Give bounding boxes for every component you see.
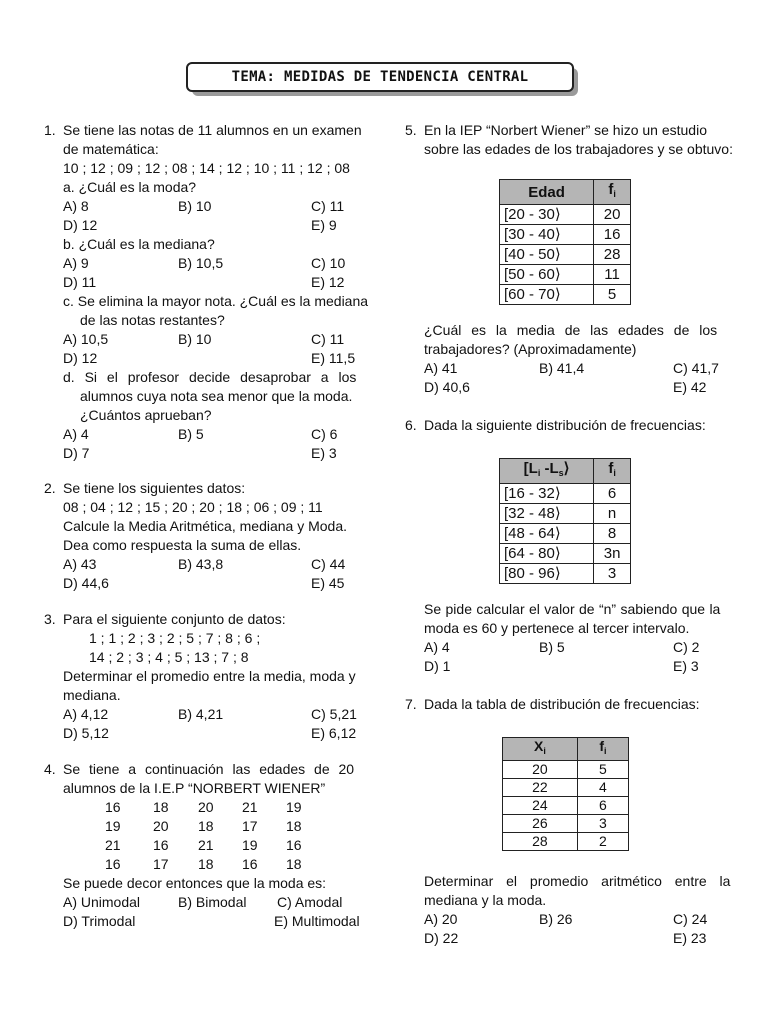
table-row	[500, 205, 631, 225]
option: A) 4	[424, 639, 450, 655]
sub-question: ¿Cuántos aprueban?	[80, 407, 212, 423]
freq-cell: 16	[594, 225, 631, 245]
header-fi	[594, 459, 631, 484]
interval-cell: [50 - 60⟩	[500, 265, 594, 285]
interval-cell: [60 - 70⟩	[500, 285, 594, 305]
freq-cell: 6	[577, 797, 628, 815]
options-row	[63, 724, 362, 743]
table-row	[500, 225, 631, 245]
age-value: 17	[242, 818, 258, 834]
header-xi-label: X	[533, 738, 544, 754]
header-edad: Edad	[500, 180, 594, 205]
ages-row	[63, 855, 362, 874]
freq-cell: 3n	[594, 544, 631, 564]
options-row	[424, 638, 722, 657]
header-fi-sub: i	[613, 468, 616, 478]
question-text: Determinar el promedio entre la media, moda y	[63, 668, 356, 684]
question-text: En la IEP “Norbert Wiener” se hizo un estudio	[424, 122, 707, 138]
header-part: ⟩	[563, 460, 570, 477]
options-row	[63, 216, 362, 235]
age-value: 19	[242, 837, 258, 853]
table-row	[503, 797, 629, 815]
age-value: 20	[198, 799, 214, 815]
question-number: 2.	[44, 480, 56, 496]
options-row	[63, 893, 362, 912]
option: D) 22	[424, 930, 459, 946]
option: A) 4,12	[63, 706, 109, 722]
question-text: mediana.	[63, 687, 121, 703]
interval-cell: [30 - 40⟩	[500, 225, 594, 245]
ages-row	[63, 817, 362, 836]
option: D) 1	[424, 658, 451, 674]
freq-cell: 20	[594, 205, 631, 225]
option: B) 41,4	[539, 360, 585, 376]
option: C) 10	[311, 255, 346, 271]
option: C) 24	[673, 911, 708, 927]
question-text: Para el siguiente conjunto de datos:	[63, 611, 286, 627]
option: B) 10	[178, 198, 212, 214]
option: B) 26	[539, 911, 573, 927]
ages-row	[63, 798, 362, 817]
frequency-table-intervals	[499, 458, 631, 584]
ages-grid	[63, 798, 362, 874]
interval-cell: [20 - 30⟩	[500, 205, 594, 225]
options-row	[63, 444, 362, 463]
option: A) 9	[63, 255, 89, 271]
table-row	[500, 245, 631, 265]
sub-question: d. Si el profesor decide desaprobar a los	[63, 369, 357, 385]
question-number: 7.	[405, 696, 417, 712]
option: D) 5,12	[63, 725, 109, 741]
question-text: Se pide calcular el valor de “n” sabiendo que la	[424, 601, 721, 617]
header-part: -L	[540, 460, 559, 477]
question-3	[44, 610, 362, 743]
freq-cell: 2	[577, 833, 628, 851]
age-value: 18	[153, 799, 169, 815]
question-text: de matemática:	[63, 141, 159, 157]
option: C) 2	[673, 639, 700, 655]
options-row	[63, 254, 362, 273]
question-2	[44, 479, 362, 593]
option: E) Multimodal	[274, 913, 360, 929]
data-list: 10 ; 12 ; 09 ; 12 ; 08 ; 14 ; 12 ; 10 ; 11 ; 12 ; 08	[63, 160, 350, 176]
question-5	[405, 121, 733, 159]
option: B) Bimodal	[178, 894, 247, 910]
age-value: 19	[105, 818, 121, 834]
options-row	[63, 705, 362, 724]
age-value: 20	[153, 818, 169, 834]
option: B) 10	[178, 331, 212, 347]
option: E) 6,12	[311, 725, 357, 741]
option: E) 45	[311, 575, 345, 591]
option: E) 3	[673, 658, 699, 674]
option: C) 11	[311, 331, 345, 347]
question-text: mediana y la moda.	[424, 892, 547, 908]
question-text: Dada la siguiente distribución de frecuencias:	[424, 417, 706, 433]
option: C) 5,21	[311, 706, 357, 722]
freq-cell: 4	[577, 779, 628, 797]
age-value: 16	[242, 856, 258, 872]
option: A) 10,5	[63, 331, 109, 347]
question-text: Determinar el promedio aritmético entre la	[424, 873, 731, 889]
option: B) 5	[539, 639, 565, 655]
question-text: moda es 60 y pertenece al tercer intervalo.	[424, 620, 690, 636]
header-sub: i	[537, 468, 541, 478]
question-text: Se tiene las notas de 11 alumnos en un examen	[63, 122, 362, 138]
value-cell: 24	[503, 797, 578, 815]
option: D) 12	[63, 350, 98, 366]
age-value: 16	[286, 837, 302, 853]
header-sub: s	[558, 468, 564, 478]
page-title: TEMA: MEDIDAS DE TENDENCIA CENTRAL	[186, 62, 574, 92]
question-4	[44, 760, 362, 931]
header-fi-sub: i	[613, 189, 616, 199]
table-row	[503, 761, 629, 779]
option: E) 23	[673, 930, 707, 946]
question-text: ¿Cuál es la media de las edades de los	[424, 322, 718, 338]
question-text: Se tiene los siguientes datos:	[63, 480, 246, 496]
question-5-ask	[424, 321, 722, 397]
sub-question: b. ¿Cuál es la mediana?	[63, 236, 215, 252]
question-text: Dada la tabla de distribución de frecuencias:	[424, 696, 700, 712]
interval-cell: [16 - 32⟩	[500, 484, 594, 504]
table-row	[503, 815, 629, 833]
question-1	[44, 121, 369, 463]
option: D) 40,6	[424, 379, 470, 395]
frequency-table-values	[502, 737, 629, 851]
sub-question: alumnos cuya nota sea menor que la moda.	[80, 388, 353, 404]
option: E) 12	[311, 274, 345, 290]
data-list: 14 ; 2 ; 3 ; 4 ; 5 ; 13 ; 7 ; 8	[89, 649, 249, 665]
table-row	[503, 833, 629, 851]
age-value: 18	[286, 818, 302, 834]
question-number: 1.	[44, 122, 56, 138]
header-xi	[503, 738, 578, 761]
question-text: sobre las edades de los trabajadores y se obtuvo:	[424, 141, 733, 157]
sub-question: a. ¿Cuál es la moda?	[63, 179, 197, 195]
option: E) 3	[311, 445, 337, 461]
option: A) 4	[63, 426, 89, 442]
freq-cell: n	[594, 504, 631, 524]
table-row	[500, 265, 631, 285]
freq-cell: 5	[594, 285, 631, 305]
option: B) 5	[178, 426, 204, 442]
freq-cell: 3	[594, 564, 631, 584]
freq-cell: 3	[577, 815, 628, 833]
interval-cell: [64 - 80⟩	[500, 544, 594, 564]
question-text: Se tiene a continuación las edades de 20	[63, 761, 355, 777]
options-row	[63, 912, 362, 931]
question-text: alumnos de la I.E.P “NORBERT WIENER”	[63, 780, 326, 796]
option: C) Amodal	[277, 894, 343, 910]
age-value: 21	[198, 837, 214, 853]
freq-cell: 6	[594, 484, 631, 504]
question-7-ask	[424, 872, 731, 948]
options-row	[63, 574, 362, 593]
age-value: 16	[153, 837, 169, 853]
question-text: trabajadores? (Aproximadamente)	[424, 341, 637, 357]
interval-cell: [40 - 50⟩	[500, 245, 594, 265]
option: A) 8	[63, 198, 89, 214]
age-value: 16	[105, 799, 121, 815]
header-fi-sub: i	[604, 746, 607, 756]
age-value: 18	[198, 856, 214, 872]
question-text: Se puede decor entonces que la moda es:	[63, 875, 327, 891]
header-interval	[500, 459, 594, 484]
interval-cell: [80 - 96⟩	[500, 564, 594, 584]
options-row	[63, 555, 362, 574]
value-cell: 28	[503, 833, 578, 851]
options-row	[424, 910, 722, 929]
options-row	[63, 197, 362, 216]
option: D) 7	[63, 445, 90, 461]
sub-question: c. Se elimina la mayor nota. ¿Cuál es la mediana	[63, 293, 369, 309]
option: B) 4,21	[178, 706, 224, 722]
data-list: 1 ; 1 ; 2 ; 3 ; 2 ; 5 ; 7 ; 8 ; 6 ;	[89, 630, 261, 646]
header-fi-label: f	[599, 738, 604, 754]
option: A) 20	[424, 911, 458, 927]
age-value: 18	[286, 856, 302, 872]
table-header-row	[503, 738, 629, 761]
option: D) Trimodal	[63, 913, 136, 929]
option: D) 11	[63, 274, 97, 290]
question-6-ask	[424, 600, 722, 676]
options-row	[424, 378, 722, 397]
question-number: 3.	[44, 611, 56, 627]
header-fi	[577, 738, 628, 761]
option: C) 11	[311, 198, 345, 214]
table-row	[500, 504, 631, 524]
options-row	[63, 349, 362, 368]
option: B) 10,5	[178, 255, 224, 271]
table-header-row	[500, 180, 631, 205]
options-row	[63, 425, 362, 444]
table-row	[500, 544, 631, 564]
options-row	[424, 657, 722, 676]
question-text: Dea como respuesta la suma de ellas.	[63, 537, 302, 553]
option: B) 43,8	[178, 556, 224, 572]
ages-row	[63, 836, 362, 855]
age-value: 21	[242, 799, 258, 815]
question-number: 6.	[405, 417, 417, 433]
header-xi-sub: i	[543, 746, 546, 756]
question-number: 5.	[405, 122, 417, 138]
option: C) 41,7	[673, 360, 719, 376]
question-7	[405, 695, 722, 714]
header-fi-label: f	[608, 460, 614, 477]
table-row	[500, 285, 631, 305]
header-fi-label: f	[608, 181, 614, 198]
value-cell: 26	[503, 815, 578, 833]
option: A) Unimodal	[63, 894, 141, 910]
header-part: [L	[523, 460, 538, 477]
options-row	[424, 929, 722, 948]
age-value: 19	[286, 799, 302, 815]
table-header-row	[500, 459, 631, 484]
option: E) 9	[311, 217, 337, 233]
value-cell: 22	[503, 779, 578, 797]
interval-cell: [32 - 48⟩	[500, 504, 594, 524]
options-row	[424, 359, 722, 378]
table-row	[500, 564, 631, 584]
header-fi	[594, 180, 631, 205]
table-row	[500, 484, 631, 504]
option: A) 43	[63, 556, 97, 572]
freq-cell: 5	[577, 761, 628, 779]
freq-cell: 11	[594, 265, 631, 285]
option: C) 44	[311, 556, 346, 572]
options-row	[63, 330, 362, 349]
title-banner	[186, 62, 576, 94]
frequency-table-ages	[499, 179, 631, 305]
question-6	[405, 416, 722, 435]
age-value: 16	[105, 856, 121, 872]
options-row	[63, 273, 362, 292]
age-value: 21	[105, 837, 121, 853]
data-list: 08 ; 04 ; 12 ; 15 ; 20 ; 20 ; 18 ; 06 ; 09 ; 11	[63, 499, 323, 515]
question-number: 4.	[44, 761, 56, 777]
table-row	[500, 524, 631, 544]
table-row	[503, 779, 629, 797]
age-value: 17	[153, 856, 169, 872]
option: E) 42	[673, 379, 707, 395]
freq-cell: 28	[594, 245, 631, 265]
option: C) 6	[311, 426, 338, 442]
question-text: Calcule la Media Aritmética, mediana y Moda.	[63, 518, 348, 534]
option: E) 11,5	[311, 350, 356, 366]
option: D) 44,6	[63, 575, 109, 591]
value-cell: 20	[503, 761, 578, 779]
option: D) 12	[63, 217, 98, 233]
freq-cell: 8	[594, 524, 631, 544]
sub-question: de las notas restantes?	[80, 312, 225, 328]
age-value: 18	[198, 818, 214, 834]
interval-cell: [48 - 64⟩	[500, 524, 594, 544]
option: A) 41	[424, 360, 458, 376]
